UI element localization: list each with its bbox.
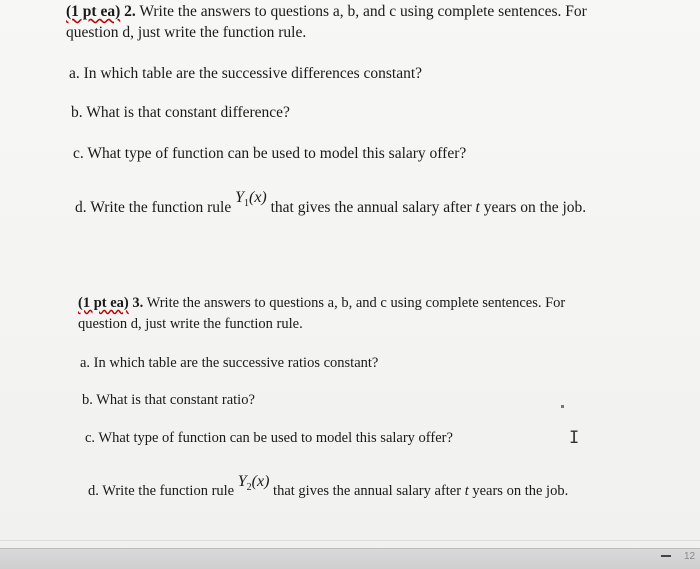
s1-qd-var: t bbox=[475, 199, 480, 216]
s1-intro-text1: Write the answers to questions a, b, and c using complete sentences. For bbox=[139, 3, 587, 20]
s1-function-symbol: $Y_1(x)$ bbox=[235, 189, 267, 210]
s1-points: (1 pt ea) bbox=[66, 3, 121, 20]
s2-question-a: a. In which table are the successive ratios constant? bbox=[80, 355, 379, 371]
s2-intro-line2: question d, just write the function rule. bbox=[78, 316, 303, 332]
page-number-label: 12 bbox=[684, 551, 696, 562]
s2-intro-line1 bbox=[78, 295, 565, 312]
page-divider bbox=[0, 540, 700, 541]
s1-question-d bbox=[75, 189, 587, 219]
s2-intro-text1: Write the answers to questions a, b, and c using complete sentences. For bbox=[146, 295, 566, 311]
s2-number: 3. bbox=[132, 295, 144, 311]
s2-qd-suffix-a: that gives the annual salary after bbox=[273, 483, 462, 499]
s2-function-symbol: $Y_2(x)$ bbox=[237, 473, 270, 494]
s2-qd-prefix: d. Write the function rule bbox=[88, 483, 235, 499]
text-cursor-icon: I bbox=[569, 428, 580, 448]
s1-qd-prefix: d. Write the function rule bbox=[75, 199, 232, 216]
stray-mark bbox=[561, 405, 564, 408]
s1-question-a: a. In which table are the successive differences constant? bbox=[69, 65, 423, 82]
s2-qd-var: t bbox=[464, 483, 469, 499]
s1-qd-suffix-b: years on the job. bbox=[483, 199, 587, 216]
s1-number: 2. bbox=[124, 3, 136, 20]
s1-intro-line1 bbox=[66, 3, 587, 21]
s1-question-b: b. What is that constant difference? bbox=[71, 104, 290, 121]
s1-qd-suffix-a: that gives the annual salary after bbox=[270, 199, 472, 216]
s1-question-c: c. What type of function can be used to model this salary offer? bbox=[73, 145, 467, 162]
s2-question-c: c. What type of function can be used to model this salary offer? bbox=[85, 430, 453, 446]
s1-intro-line2: question d, just write the function rule. bbox=[66, 24, 307, 41]
bottom-scrollbar[interactable] bbox=[0, 548, 700, 569]
minus-icon[interactable] bbox=[661, 555, 671, 557]
s2-question-b: b. What is that constant ratio? bbox=[82, 392, 255, 408]
s2-points: (1 pt ea) bbox=[78, 295, 129, 311]
s2-qd-suffix-b: years on the job. bbox=[472, 483, 569, 499]
s2-question-d bbox=[88, 473, 569, 502]
